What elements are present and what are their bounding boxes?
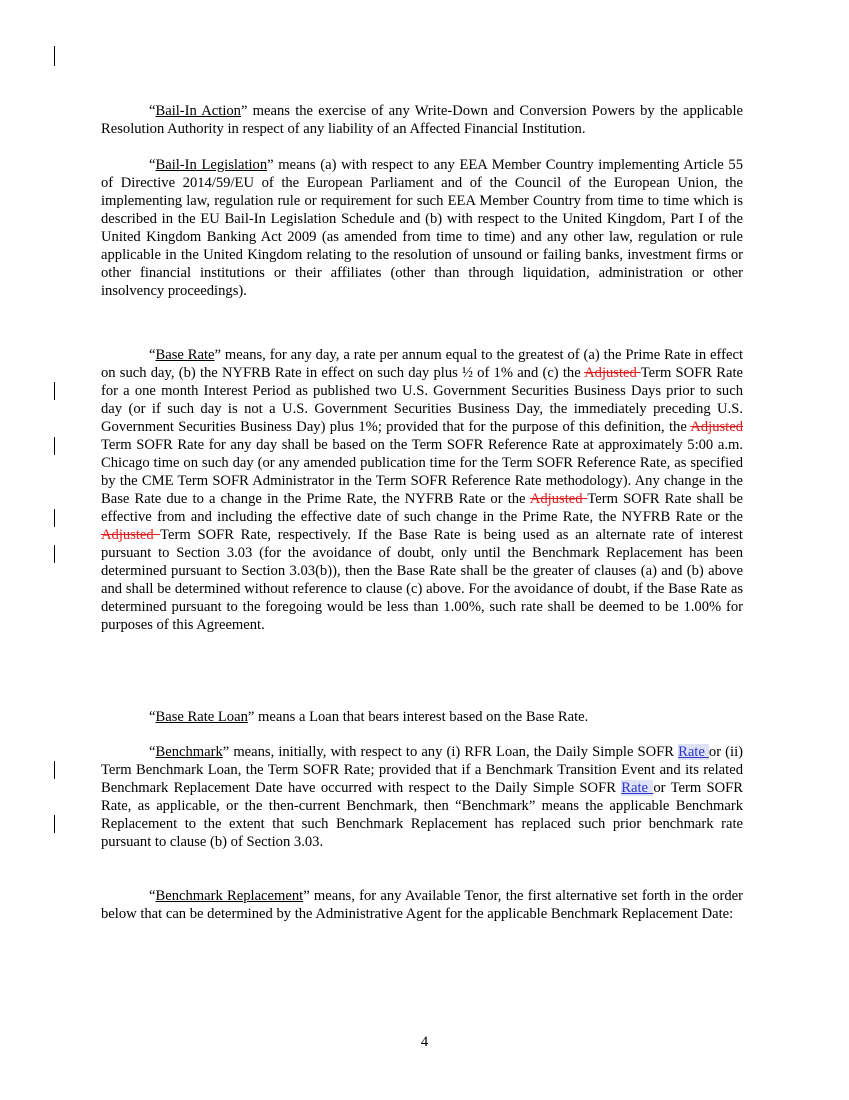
deleted-text: Adjusted bbox=[584, 365, 641, 381]
change-bar bbox=[54, 509, 55, 527]
defined-term: Bail-In Legislation bbox=[155, 157, 268, 173]
defined-term: Benchmark bbox=[155, 744, 223, 760]
change-bar bbox=[54, 46, 55, 66]
change-bar bbox=[54, 437, 55, 455]
change-bar bbox=[54, 815, 55, 833]
change-bar bbox=[54, 545, 55, 563]
inserted-text: Rate bbox=[621, 780, 654, 796]
deleted-text: Adjusted bbox=[690, 419, 743, 435]
definition-bail-in-legislation: “Bail-In Legislation” means (a) with respect to any EEA Member Country implementing Article 55 of Directive 2014/59/EU of the European Parliament and of the Council of the European Union, the implementing law, regulation rule or requirement for such EEA Member Country from time to time which is described in the EU Bail-In Legislation Schedule and (b) with respect to the United Kingdom, Part I of the United Kingdom Banking Act 2009 (as amended from time to time) and any other law, regulation or rule applicable in the United Kingdom relating to the resolution of unsound or failing banks, investment firms or other financial institutions or their affiliates (other than through liquidation, administration or other insolvency proceedings). bbox=[101, 157, 743, 299]
defined-term: Bail-In Action bbox=[155, 103, 241, 119]
defined-term: Benchmark Replacement bbox=[155, 888, 304, 904]
defined-term: Base Rate Loan bbox=[155, 709, 248, 725]
definition-benchmark-replacement: “Benchmark Replacement” means, for any Available Tenor, the first alternative set forth in the order below that can be determined by the Administrative Agent for the applicable Benchmark Replacement Date: bbox=[101, 888, 743, 922]
definition-benchmark: “Benchmark” means, initially, with respect to any (i) RFR Loan, the Daily Simple SOFR Rate or (ii) Term Benchmark Loan, the Term SOFR Rate; provided that if a Benchmark Transition Event and its related Benchmark Replacement Date have occurred with respect to the Daily Simple SOFR Rate or Term SOFR Rate, as applicable, or the then-current Benchmark, then “Benchmark” means the applicable Benchmark Replacement to the extent that such Benchmark Replacement has replaced such prior benchmark rate pursuant to clause (b) of Section 3.03. bbox=[101, 744, 744, 850]
definition-base-rate: “Base Rate” means, for any day, a rate per annum equal to the greatest of (a) the Prime Rate in effect on such day, (b) the NYFRB Rate in effect on such day plus ½ of 1% and (c) the Adjusted Term SOFR Rate for a one month Interest Period as published two U.S. Government Securities Business Days prior to such day (or if such day is not a U.S. Government Securities Business Day, the immediately preceding U.S. Government Securities Business Day) plus 1%; provided that for the purpose of this definition, the Adjusted Term SOFR Rate for any day shall be based on the Term SOFR Reference Rate at approximately 5:00 a.m. Chicago time on such day (or any amended publication time for the Term SOFR Reference Rate, as specified by the CME Term SOFR Administrator in the Term SOFR Reference Rate methodology). Any change in the Base Rate due to a change in the Prime Rate, the NYFRB Rate or the Adjusted Term SOFR Rate shall be effective from and including the effective date of such change in the Prime Rate, the NYFRB Rate or the Adjusted Term SOFR Rate, respectively. If the Base Rate is being used as an alternate rate of interest pursuant to Section 3.03 (for the avoidance of doubt, only until the Benchmark Replacement has been determined pursuant to Section 3.03(b)), then the Base Rate shall be the greater of clauses (a) and (b) above and shall be determined without reference to clause (c) above. For the avoidance of doubt, if the Base Rate as determined pursuant to the foregoing would be less than 1.00%, such rate shall be deemed to be 1.00% for purposes of this Agreement. bbox=[101, 347, 744, 633]
definition-bail-in-action: “Bail-In Action” means the exercise of any Write-Down and Conversion Powers by the applicable Resolution Authority in respect of any liability of an Affected Financial Institution. bbox=[101, 103, 743, 137]
page-number: 4 bbox=[420, 1034, 429, 1050]
deleted-text: Adjusted bbox=[529, 491, 588, 507]
definition-base-rate-loan: “Base Rate Loan” means a Loan that bears interest based on the Base Rate. bbox=[149, 709, 589, 725]
change-bar bbox=[54, 382, 55, 400]
inserted-text: Rate bbox=[678, 744, 709, 760]
change-bar bbox=[54, 761, 55, 779]
deleted-text: Adjusted bbox=[101, 527, 161, 543]
defined-term: Base Rate bbox=[155, 347, 215, 363]
